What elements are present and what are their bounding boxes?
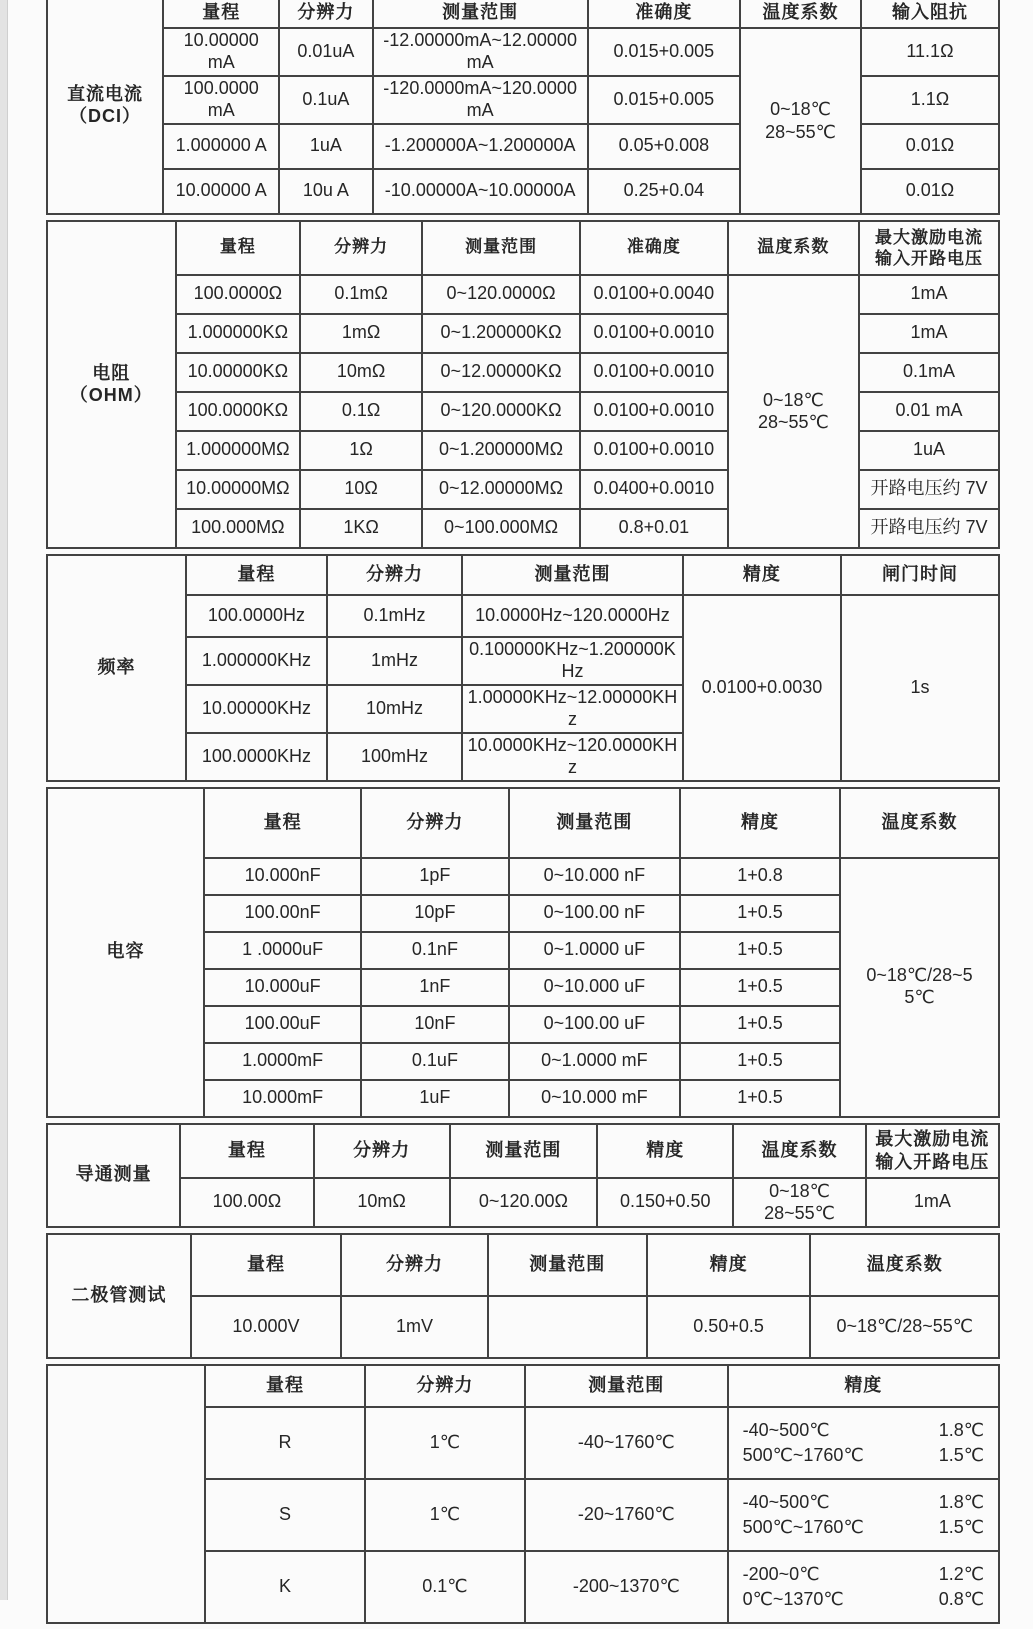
continuity-label: 导通测量 [47,1124,180,1227]
accuracy-value: 0.8℃ [938,1588,984,1609]
cell-measure-span: 10.0000KHz~120.0000KHz [462,733,683,781]
col-header-range: 量程 [205,1365,365,1407]
temp-coef-line: 0~18℃ [769,1180,830,1201]
accuracy-range: 500℃~1760℃ [742,1516,864,1537]
cell-measure-span: 0~10.000 mF [509,1080,680,1117]
col-header-temp-coef: 温度系数 [728,221,859,275]
cell-range: 1.000000KΩ [176,314,301,353]
continuity-table [46,1123,1000,1228]
cell-measure-span: 0~10.000 nF [509,858,680,895]
cell-accuracy: 0.0100+0.0010 [580,392,728,431]
cell-resolution: 10mHz [327,685,462,733]
cell-range: 10.00000KHz [186,685,327,733]
col-header-resolution: 分辨力 [365,1365,525,1407]
accuracy-range: 0℃~1370℃ [742,1588,844,1609]
cell-measure-span: 0.100000KHz~1.200000KHz [462,637,683,685]
cell-max-excitation: 开路电压约 7V [859,470,999,509]
cell-measure-span: 0~1.200000MΩ [422,431,580,470]
scan-left-margin [0,0,8,1600]
header-line: 输入开路电压 [875,248,983,268]
temp-coef-line: 0~18℃ [762,389,824,410]
cell-input-impedance: 0.01Ω [861,169,999,214]
cell-range: S [205,1479,365,1551]
cell-accuracy [728,1479,999,1551]
header-line: 输入开路电压 [875,1151,990,1172]
ohm-label [47,221,176,548]
spec-document [46,0,1000,1629]
col-header-range: 量程 [186,555,327,595]
col-header-range: 量程 [163,0,279,28]
cell-range: 100.0000Hz [186,595,327,637]
temp-coef-text: 0~18℃/28~55℃ [866,965,973,1008]
cell-measure-span: -12.00000mA~12.00000mA [373,28,588,76]
table-row [47,275,999,314]
temperature-table [46,1364,1000,1624]
cell-measure-span: -20~1760℃ [525,1479,728,1551]
cell-range: 1.000000KHz [186,637,327,685]
cell-max-excitation: 开路电压约 7V [859,509,999,548]
cell-accuracy: 0.25+0.04 [588,169,740,214]
cell-range: K [205,1551,365,1623]
col-header-measure-span: 测量范围 [373,0,588,28]
cell-resolution: 10u A [279,169,372,214]
header-line: 最大激励电流 [875,1129,990,1150]
cell-range: 100.0000Ω [176,275,301,314]
cell-resolution: 0.1uF [361,1043,509,1080]
cell-range: 100.0000KHz [186,733,327,781]
accuracy-value: 1.8℃ [938,1420,984,1441]
cell-range: 1 .0000uF [204,932,361,969]
cell-temp-coef [840,858,999,1117]
frequency-table [46,554,1000,782]
cell-resolution: 0.1Ω [300,392,422,431]
cell-range: R [205,1407,365,1479]
col-header-max-excitation [866,1124,999,1178]
accuracy-pair [733,1515,994,1539]
cell-accuracy: 0.50+0.5 [647,1296,811,1358]
cell-measure-span: 0~1.200000KΩ [422,314,580,353]
cell-resolution: 1mV [341,1296,488,1358]
cell-measure-span: 0~12.00000KΩ [422,353,580,392]
cell-resolution: 1uA [279,124,372,169]
col-header-accuracy: 精度 [647,1234,811,1296]
col-header-measure-span: 测量范围 [462,555,683,595]
accuracy-value: 1.8℃ [938,1492,984,1513]
cell-gate-time: 1s [841,595,999,781]
cell-accuracy: 0.0100+0.0040 [580,275,728,314]
col-header-resolution: 分辨力 [279,0,372,28]
col-header-accuracy: 精度 [728,1365,999,1407]
ohm-table [46,220,1000,549]
cell-resolution: 10mΩ [300,353,422,392]
col-header-resolution: 分辨力 [341,1234,488,1296]
cell-accuracy: 1+0.5 [680,1043,840,1080]
cell-resolution: 10Ω [300,470,422,509]
cell-measure-span: 0~12.00000MΩ [422,470,580,509]
cell-temp-coef: 0~18℃/28~55℃ [810,1296,999,1358]
cell-max-excitation: 0.01 mA [859,392,999,431]
cell-resolution: 10mΩ [314,1178,450,1227]
cell-resolution: 100mHz [327,733,462,781]
cell-max-excitation: 1mA [859,314,999,353]
cell-accuracy: 0.05+0.008 [588,124,740,169]
cell-range: 10.00000 A [163,169,279,214]
cell-resolution: 1uF [361,1080,509,1117]
cell-measure-span [488,1296,647,1358]
cell-resolution: 10nF [361,1006,509,1043]
col-header-range: 量程 [180,1124,313,1178]
cell-max-excitation: 0.1mA [859,353,999,392]
accuracy-pair [733,1490,994,1514]
cell-accuracy [728,1551,999,1623]
cell-temp-coef [740,28,861,214]
cell-max-excitation: 1mA [859,275,999,314]
table-row [47,595,999,637]
cell-resolution: 0.1uA [279,76,372,124]
cell-measure-span: -200~1370℃ [525,1551,728,1623]
cell-measure-span: 0~100.00 uF [509,1006,680,1043]
col-header-resolution: 分辨力 [314,1124,450,1178]
cell-range: 100.00nF [204,895,361,932]
cell-resolution: 1Ω [300,431,422,470]
cell-resolution: 1mHz [327,637,462,685]
col-header-measure-span: 测量范围 [509,788,680,858]
col-header-measure-span: 测量范围 [422,221,580,275]
cell-temp-coef [733,1178,865,1227]
cell-accuracy: 0.0100+0.0030 [683,595,841,781]
cell-resolution: 10pF [361,895,509,932]
col-header-measure-span: 测量范围 [488,1234,647,1296]
cell-range: 100.0000 mA [163,76,279,124]
cell-measure-span: 0~120.0000Ω [422,275,580,314]
cell-accuracy: 0.015+0.005 [588,28,740,76]
cell-accuracy: 0.0100+0.0010 [580,353,728,392]
cell-range: 10.00000MΩ [176,470,301,509]
cell-range: 100.00Ω [180,1178,313,1227]
cell-accuracy: 0.150+0.50 [597,1178,733,1227]
cell-range: 10.000uF [204,969,361,1006]
cell-range: 100.000MΩ [176,509,301,548]
cell-accuracy: 1+0.5 [680,895,840,932]
cell-measure-span: 0~1.0000 uF [509,932,680,969]
accuracy-pair [733,1418,994,1442]
cell-range: 1.000000 A [163,124,279,169]
cell-range: 100.00uF [204,1006,361,1043]
table-row [47,1178,999,1227]
cell-resolution: 1pF [361,858,509,895]
col-header-measure-span: 测量范围 [525,1365,728,1407]
accuracy-range: -200~0℃ [742,1564,820,1585]
col-header-temp-coef: 温度系数 [840,788,999,858]
dci-label: 直流电流（DCI） [47,0,163,214]
col-header-accuracy: 精度 [597,1124,733,1178]
cell-resolution: 0.1mHz [327,595,462,637]
cell-temp-coef [728,275,859,548]
cell-resolution: 0.1nF [361,932,509,969]
cell-accuracy: 1+0.5 [680,1080,840,1117]
frequency-label: 频率 [47,555,186,781]
col-header-temp-coef: 温度系数 [733,1124,865,1178]
cell-resolution: 0.1℃ [365,1551,525,1623]
cell-range: 10.000V [191,1296,341,1358]
cell-range: 10.00000 mA [163,28,279,76]
header-line: 最大激励电流 [875,227,983,247]
col-header-accuracy: 精度 [683,555,841,595]
cell-accuracy: 1+0.8 [680,858,840,895]
cell-accuracy: 0.015+0.005 [588,76,740,124]
temp-coef-line: 28~55℃ [757,412,829,433]
cell-range: 1.0000mF [204,1043,361,1080]
cell-range: 10.000nF [204,858,361,895]
cell-resolution: 1℃ [365,1479,525,1551]
table-row [47,1296,999,1358]
cell-measure-span: -1.200000A~1.200000A [373,124,588,169]
col-header-accuracy: 准确度 [588,0,740,28]
cell-max-excitation: 1uA [859,431,999,470]
col-header-resolution: 分辨力 [300,221,422,275]
cell-measure-span: -10.00000A~10.00000A [373,169,588,214]
cell-measure-span: 0~100.00 nF [509,895,680,932]
temperature-label [47,1365,205,1623]
accuracy-value: 1.2℃ [938,1564,984,1585]
col-header-resolution: 分辨力 [327,555,462,595]
cell-resolution: 1mΩ [300,314,422,353]
cell-accuracy [728,1407,999,1479]
accuracy-value: 1.5℃ [938,1444,984,1465]
accuracy-range: -40~500℃ [742,1420,830,1441]
col-header-accuracy: 精度 [680,788,840,858]
cell-measure-span: 0~100.000MΩ [422,509,580,548]
cell-range: 10.000mF [204,1080,361,1117]
cell-input-impedance: 0.01Ω [861,124,999,169]
accuracy-pair [733,1443,994,1467]
cell-input-impedance: 11.1Ω [861,28,999,76]
table-row [47,28,999,76]
cell-accuracy: 0.8+0.01 [580,509,728,548]
col-header-accuracy: 准确度 [580,221,728,275]
cell-range: 1.000000MΩ [176,431,301,470]
col-header-gate-time: 闸门时间 [841,555,999,595]
cell-measure-span: 10.0000Hz~120.0000Hz [462,595,683,637]
cell-measure-span: 0~1.0000 mF [509,1043,680,1080]
cell-accuracy: 1+0.5 [680,969,840,1006]
cell-range: 100.0000KΩ [176,392,301,431]
cell-max-excitation: 1mA [866,1178,999,1227]
cell-accuracy: 0.0100+0.0010 [580,431,728,470]
temp-coef-line: 28~55℃ [765,121,836,142]
cell-accuracy: 0.0400+0.0010 [580,470,728,509]
cell-accuracy: 1+0.5 [680,932,840,969]
col-header-range: 量程 [191,1234,341,1296]
cell-resolution: 0.1mΩ [300,275,422,314]
cell-measure-span: -40~1760℃ [525,1407,728,1479]
cell-resolution: 1℃ [365,1407,525,1479]
cell-measure-span: 1.00000KHz~12.00000KHz [462,685,683,733]
ohm-label-line: 电阻 [92,362,131,383]
col-header-max-excitation [859,221,999,275]
col-header-temp-coef: 温度系数 [810,1234,999,1296]
col-header-input-impedance: 输入阻抗 [861,0,999,28]
col-header-resolution: 分辨力 [361,788,509,858]
cell-measure-span: 0~120.00Ω [450,1178,598,1227]
diode-table [46,1233,1000,1359]
ohm-label-line: （OHM） [69,385,153,406]
col-header-range: 量程 [176,221,301,275]
accuracy-range: -40~500℃ [742,1492,830,1513]
cell-resolution: 1KΩ [300,509,422,548]
col-header-temp-coef: 温度系数 [740,0,861,28]
cell-measure-span: 0~10.000 uF [509,969,680,1006]
temp-coef-line: 0~18℃ [770,99,831,120]
cell-accuracy: 0.0100+0.0010 [580,314,728,353]
cell-measure-span: -120.0000mA~120.0000mA [373,76,588,124]
col-header-measure-span: 测量范围 [450,1124,598,1178]
cell-input-impedance: 1.1Ω [861,76,999,124]
cell-accuracy: 1+0.5 [680,1006,840,1043]
accuracy-value: 1.5℃ [938,1516,984,1537]
capacitance-label: 电容 [47,788,204,1117]
cell-range: 10.00000KΩ [176,353,301,392]
cell-resolution: 1nF [361,969,509,1006]
diode-label: 二极管测试 [47,1234,191,1358]
accuracy-range: 500℃~1760℃ [742,1444,864,1465]
capacitance-table [46,787,1000,1118]
dci-table [46,0,1000,215]
temp-coef-line: 28~55℃ [764,1203,835,1224]
cell-resolution: 0.01uA [279,28,372,76]
col-header-range: 量程 [204,788,361,858]
accuracy-pair [733,1587,994,1611]
accuracy-pair [733,1562,994,1586]
cell-measure-span: 0~120.0000KΩ [422,392,580,431]
